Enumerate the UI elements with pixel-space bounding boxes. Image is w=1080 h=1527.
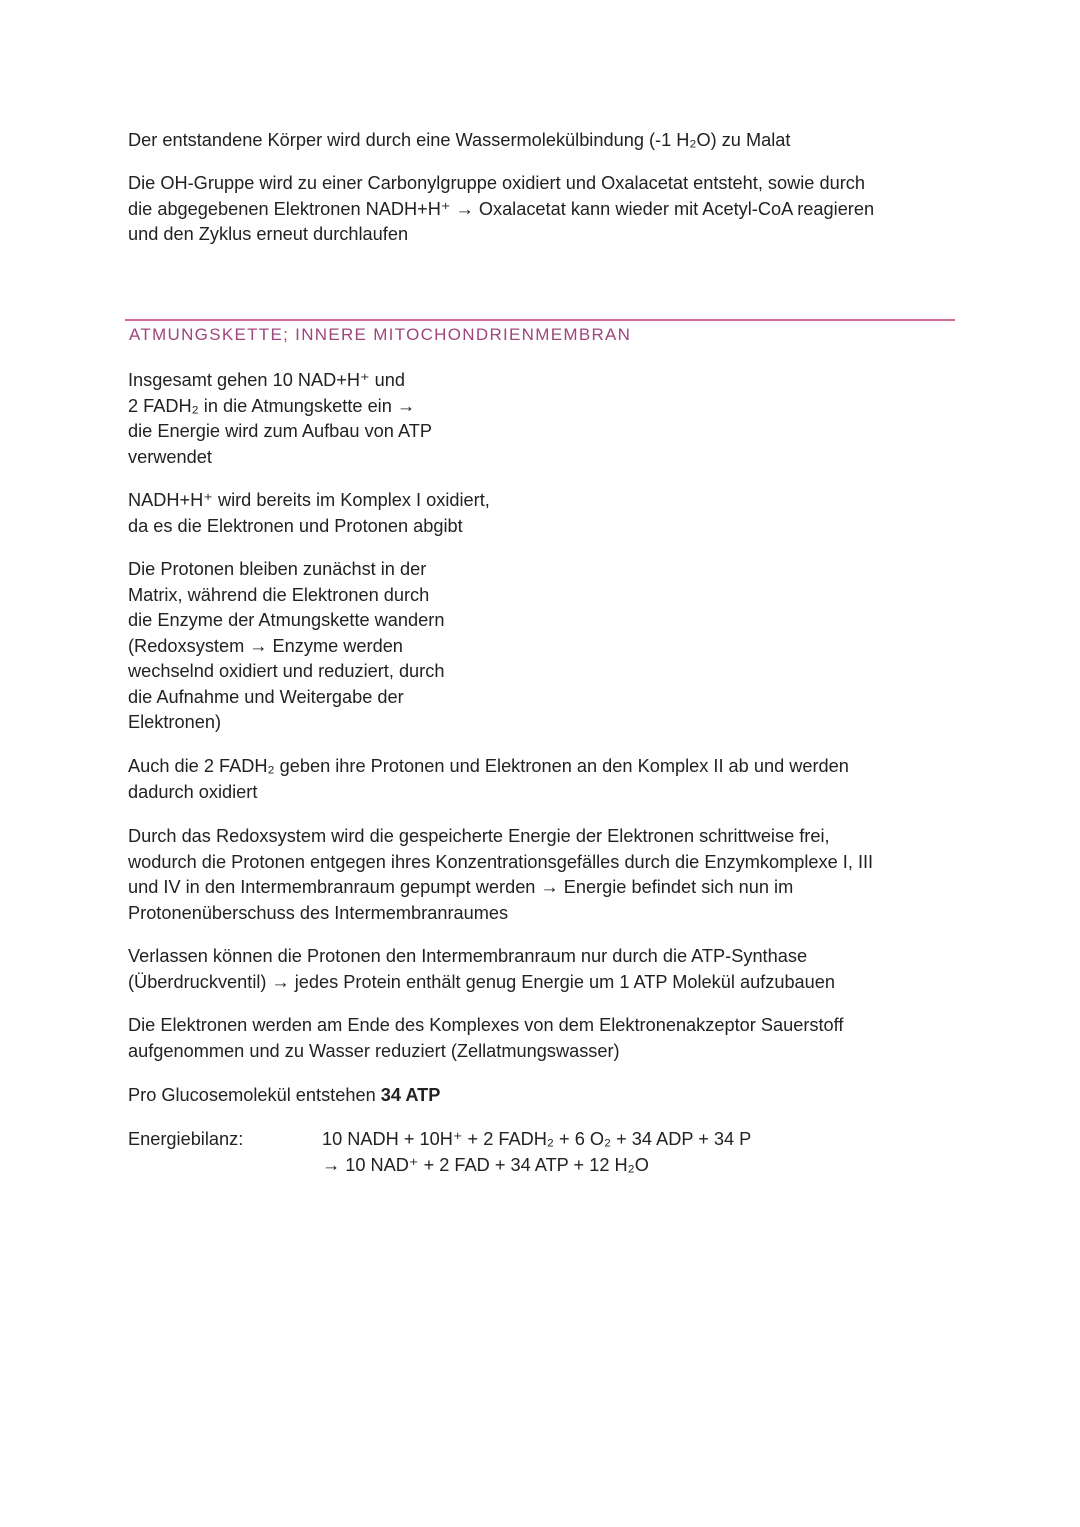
text-line: Matrix, während die Elektronen durch (128, 584, 430, 605)
paragraph-atp-synthase (128, 944, 835, 995)
equation-reactants: 10 NADH + 10H⁺ + 2 FADH₂ + 6 O₂ + 34 ADP + 34 P (322, 1129, 752, 1149)
equation-label: Energiebilanz: (128, 1129, 244, 1149)
equation-products: → 10 NAD⁺ + 2 FAD + 34 ATP + 12 H₂O (322, 1155, 649, 1175)
text-line: und IV in den Intermembranraum gepumpt werden → Energie befindet sich nun im (128, 877, 794, 897)
text-line: die abgegebenen Elektronen NADH+H⁺ → Oxalacetat kann wieder mit Acetyl-CoA reagieren (128, 198, 875, 219)
paragraph-oxalacetat (128, 171, 874, 248)
text-line: wechselnd oxidiert und reduziert, durch (128, 661, 445, 681)
text-line: die Enzyme der Atmungskette wandern (128, 610, 445, 630)
text-line: verwendet (128, 446, 212, 467)
text-line: Die Protonen bleiben zunächst in der (128, 559, 427, 579)
paragraph-malat: Der entstandene Körper wird durch eine Wassermolekülbindung (-1 H₂O) zu Malat (128, 130, 791, 150)
text-line: Durch das Redoxsystem wird die gespeicherte Energie der Elektronen schrittweise frei, (128, 826, 830, 846)
text-line: da es die Elektronen und Protonen abgibt (128, 515, 463, 536)
text-line: NADH+H⁺ wird bereits im Komplex I oxidiert, (128, 490, 490, 510)
text-line: 2 FADH₂ in die Atmungskette ein → (128, 395, 416, 416)
paragraph-komplex-1 (128, 488, 490, 539)
text-line: die Aufnahme und Weitergabe der (128, 686, 404, 707)
text-line: Verlassen können die Protonen den Intermembranraum nur durch die ATP-Synthase (128, 946, 808, 966)
paragraph-redoxsystem (128, 824, 873, 926)
text-line: Elektronen) (128, 712, 222, 732)
text-line: Protonenüberschuss des Intermembranraumes (128, 902, 509, 923)
paragraph-sauerstoff (128, 1013, 843, 1064)
text-line: dadurch oxidiert (128, 781, 258, 802)
text-line: und den Zyklus erneut durchlaufen (128, 224, 409, 244)
atp-total-prefix: Pro Glucosemolekül entstehen (128, 1085, 381, 1105)
text-line: (Redoxsystem → Enzyme werden (128, 635, 403, 656)
text-line: Die Elektronen werden am Ende des Komplexes von dem Elektronenakzeptor Sauerstoff (128, 1015, 844, 1035)
text-line: die Energie wird zum Aufbau von ATP (128, 421, 432, 441)
text-line: (Überdruckventil) → jedes Protein enthält genug Energie um 1 ATP Molekül aufzubauen (128, 971, 836, 992)
text-line: Auch die 2 FADH₂ geben ihre Protonen und Elektronen an den Komplex II ab und werden (128, 756, 849, 776)
atp-total-value: 34 ATP (380, 1085, 441, 1105)
section-divider (125, 319, 955, 321)
paragraph-atp-total (128, 1083, 440, 1109)
paragraph-fadh2 (128, 754, 849, 805)
text-line: aufgenommen und zu Wasser reduziert (Zellatmungswasser) (128, 1040, 620, 1061)
text-line: Insgesamt gehen 10 NAD+H⁺ und (128, 370, 406, 390)
text-line: wodurch die Protonen entgegen ihres Konzentrationsgefälles durch die Enzymkomplexe I, III (128, 851, 874, 872)
section-heading: ATMUNGSKETTE; INNERE MITOCHONDRIENMEMBRAN (129, 325, 632, 344)
paragraph-protonen-matrix (128, 557, 444, 736)
text-line: Die OH-Gruppe wird zu einer Carbonylgruppe oxidiert und Oxalacetat entsteht, sowie durch (128, 173, 865, 193)
paragraph-overview (128, 368, 432, 470)
